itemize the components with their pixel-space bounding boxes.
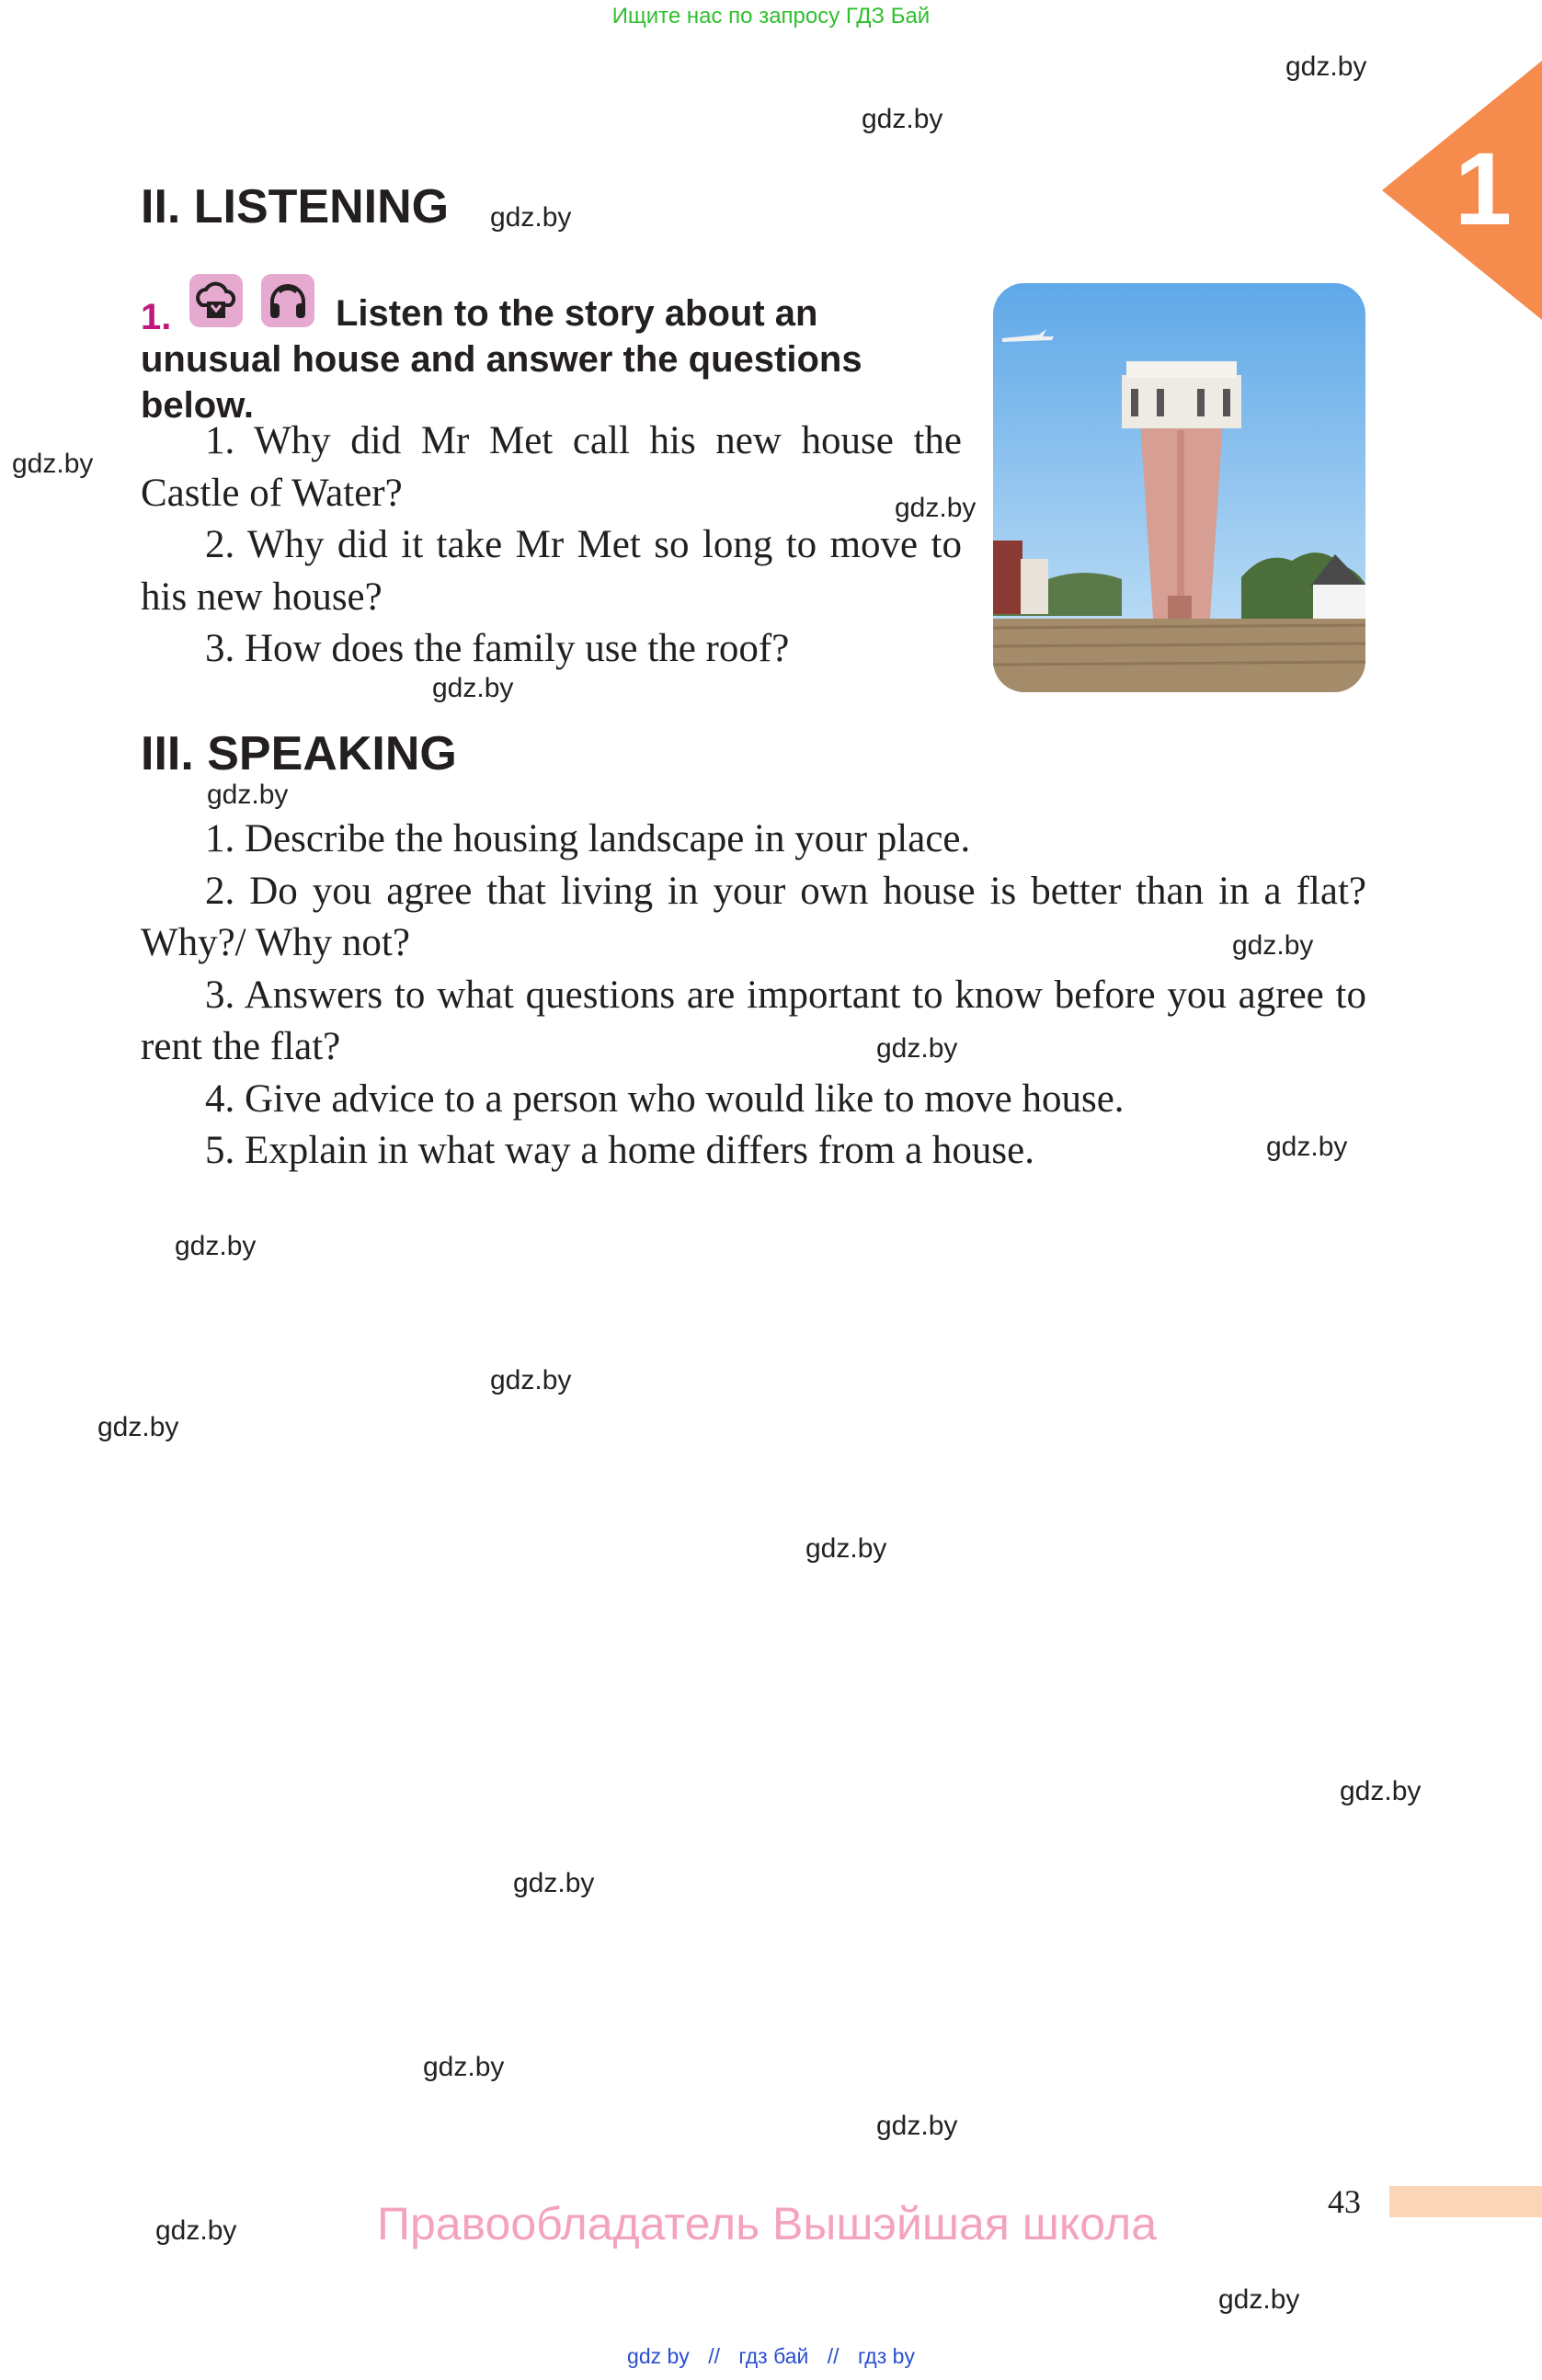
footer-link[interactable]: гдз бай	[738, 2344, 809, 2368]
watermark: gdz.by	[895, 493, 977, 523]
owner-text: Правообладатель Вышэйшая школа	[377, 2198, 1157, 2249]
watermark: gdz.by	[876, 2111, 958, 2141]
watermark: gdz.by	[207, 780, 289, 810]
speaking-item: 5. Explain in what way a home differs from a house.	[205, 1129, 1034, 1172]
watermark: gdz.by	[97, 1412, 179, 1442]
listening-questions	[141, 416, 962, 676]
watermark: gdz.by	[490, 202, 572, 233]
watermark: gdz.by	[490, 1365, 572, 1395]
chapter-tab	[1382, 61, 1542, 320]
watermark: gdz.by	[1285, 51, 1367, 82]
watermark: gdz.by	[805, 1533, 887, 1564]
chapter-number: 1	[1454, 131, 1513, 246]
watermark: gdz.by	[862, 104, 943, 134]
watermark: gdz.by	[1218, 2284, 1300, 2315]
speaking-items	[141, 814, 1366, 1178]
watermark: gdz.by	[432, 673, 514, 703]
speaking-item: 3. Answers to what questions are important to know before you agree to rent the flat?	[141, 973, 1366, 1068]
watermark: gdz.by	[1340, 1776, 1422, 1806]
footer-link[interactable]: gdz by	[627, 2344, 690, 2368]
footer-separator: //	[708, 2344, 720, 2368]
watermark: gdz.by	[513, 1868, 595, 1898]
watermark: gdz.by	[1266, 1132, 1348, 1162]
listening-question: 2. Why did it take Mr Met so long to move to his new house?	[141, 523, 962, 619]
footer-separator: //	[827, 2344, 840, 2368]
watermark: gdz.by	[423, 2052, 505, 2082]
page-number-bar	[1389, 2186, 1542, 2217]
task-number: 1.	[141, 297, 172, 337]
speaking-item: 2. Do you agree that living in your own house is better than in a flat? Why?/ Why not?	[141, 869, 1366, 964]
footer-links	[0, 2344, 1542, 2369]
watermark: gdz.by	[155, 2215, 237, 2246]
footer-link[interactable]: гдз by	[857, 2344, 915, 2368]
watermark: gdz.by	[175, 1231, 257, 1261]
page-number: 43	[1328, 2183, 1361, 2220]
watermark: gdz.by	[12, 449, 94, 479]
listening-question: 1. Why did Mr Met call his new house the Castle of Water?	[141, 419, 962, 515]
listening-heading: II. LISTENING	[141, 180, 450, 233]
watermark: gdz.by	[876, 1033, 958, 1064]
task-instruction: Listen to the story about an unusual house and answer the questions below.	[141, 293, 862, 426]
watermark: gdz.by	[1232, 930, 1314, 961]
listening-question: 3. How does the family use the roof?	[205, 627, 790, 670]
top-search-note: Ищите нас по запросу ГДЗ Бай	[611, 4, 931, 28]
speaking-heading: III. SPEAKING	[141, 727, 457, 780]
speaking-item: 4. Give advice to a person who would like to move house.	[205, 1076, 1125, 1121]
water-tower-photo	[993, 283, 1365, 692]
speaking-item: 1. Describe the housing landscape in your place.	[205, 817, 971, 860]
